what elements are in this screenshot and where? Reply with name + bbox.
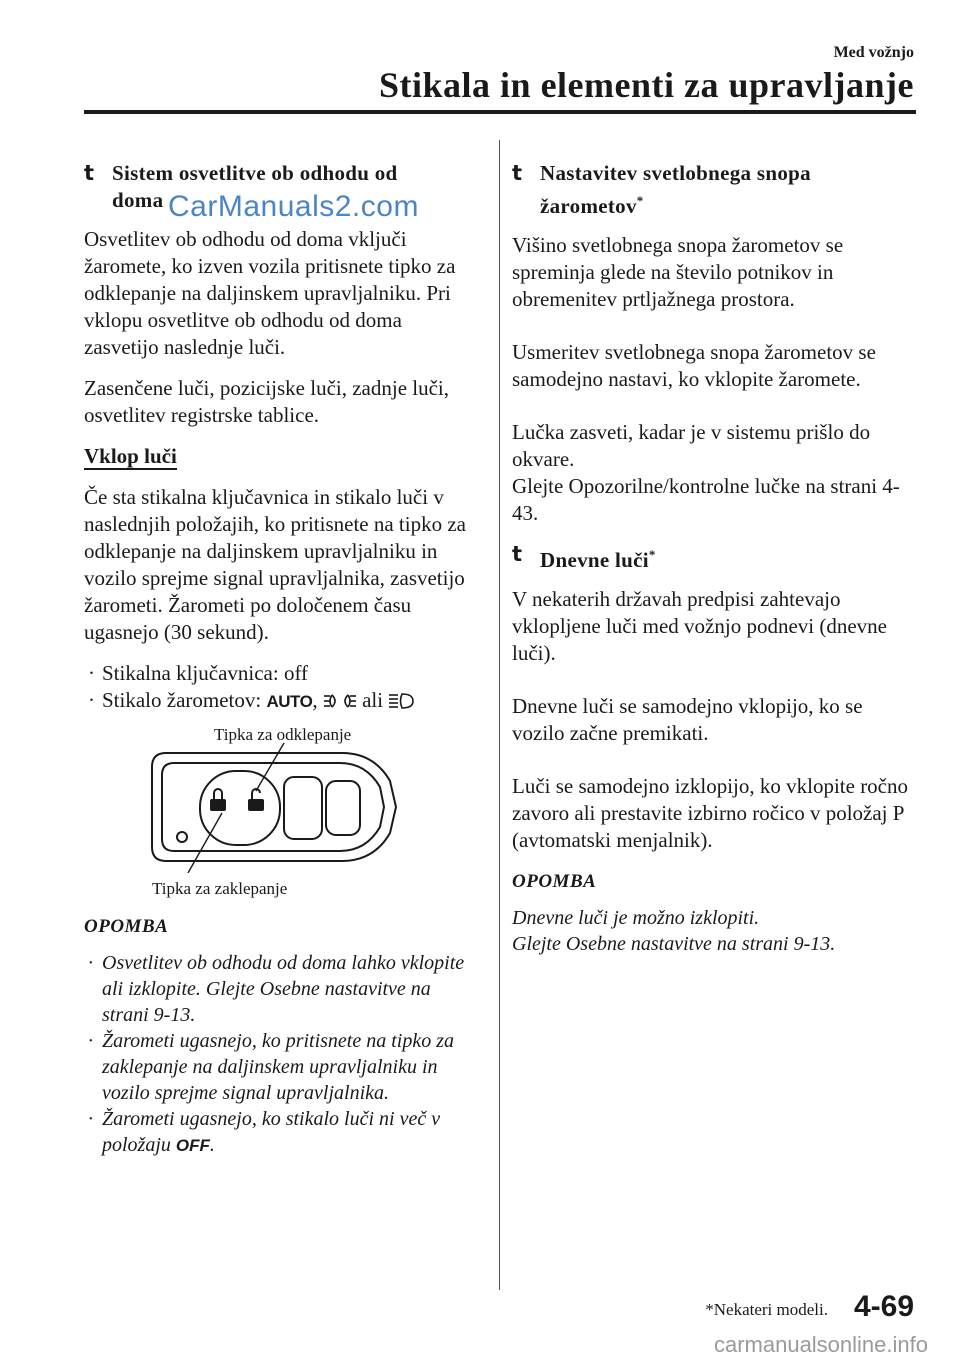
heading-marker: t <box>84 161 95 185</box>
list-item <box>84 660 479 687</box>
paragraph: V nekaterih državah predpisi zahtevajo vklopljene luči med vožnjo podnevi (dnevne luči). <box>512 587 887 665</box>
paragraph: Glejte Opozorilne/kontrolne lučke na strani 4-43. <box>512 474 900 525</box>
lock-button-label: Tipka za zaklepanje <box>152 879 288 898</box>
right-column <box>512 160 917 957</box>
paragraph: Dnevne luči se samodejno vklopijo, ko se vozilo začne premikati. <box>512 694 863 745</box>
heading-daytime-lights <box>512 541 917 574</box>
subheading-lights-on: Vklop luči <box>84 444 177 468</box>
off-symbol: OFF <box>175 1136 210 1155</box>
auto-symbol: AUTO <box>266 692 313 711</box>
heading-text: Nastavitev svetlobnega snopa žarometov <box>540 161 811 218</box>
bullet-marker: · <box>88 1108 93 1130</box>
note-title: OPOMBA <box>512 871 597 892</box>
note-line: Dnevne luči je možno izklopiti. <box>512 907 760 929</box>
list-item <box>84 687 479 715</box>
list-item-text: Osvetlitev ob odhodu od doma lahko vklopite ali izklopite. Glejte Osebne nastavitve na strani 9-13. <box>102 952 465 1026</box>
heading-marker: t <box>512 161 523 185</box>
paragraph: Lučka zasveti, kadar je v sistemu prišlo do okvare. <box>512 420 871 471</box>
asterisk: * <box>648 547 656 562</box>
bullet-marker: · <box>88 688 95 712</box>
comma: , <box>312 688 318 712</box>
page-number: 4-69 <box>853 1290 914 1323</box>
list-item-text: Žarometi ugasnejo, ko stikalo luči ni več v položaju <box>102 1108 441 1156</box>
heading-line-2: doma <box>112 188 164 212</box>
footnote: *Nekateri modeli. <box>705 1300 828 1319</box>
list-item <box>84 950 479 1028</box>
list-item-text: Žarometi ugasnejo, ko pritisnete na tipko za zaklepanje na daljinskem upravljalniku in vozilo sprejme signal upravljalnika. <box>102 1030 455 1104</box>
paragraph: Usmeritev svetlobnega snopa žarometov se samodejno nastavi, ko vklopite žaromete. <box>512 340 876 391</box>
heading-marker: t <box>512 542 523 566</box>
heading-beam-adjustment <box>512 160 917 220</box>
paragraph: Zasenčene luči, pozicijske luči, zadnje luči, osvetlitev registrske tablice. <box>84 376 450 427</box>
page-title: Stikala in elementi za upravljanje <box>379 65 914 105</box>
note-block <box>512 905 917 957</box>
period: . <box>209 1134 215 1156</box>
conjunction: ali <box>362 688 384 712</box>
list-item <box>84 1028 479 1106</box>
paragraph: Osvetlitev ob odhodu od doma vključi žaromete, ko izven vozila pritisnete tipko za odklepanje na daljinskem upravljalniku. Pri vklopu osvetlitve ob odhodu od doma zasvetijo naslednje luči. <box>84 227 456 359</box>
unlock-button-symbol <box>248 789 264 811</box>
bullet-marker: · <box>88 1030 93 1052</box>
bullet-marker: · <box>88 952 93 974</box>
bullet-marker: · <box>88 661 95 685</box>
section-label: Med vožnjo <box>833 44 914 61</box>
unlock-button-label: Tipka za odklepanje <box>214 725 352 744</box>
left-column <box>84 160 479 1159</box>
list-item-text: Stikalo žarometov: <box>102 688 267 712</box>
note-title: OPOMBA <box>84 916 169 937</box>
lock-button-symbol <box>210 789 226 811</box>
header-rule <box>84 110 916 114</box>
paragraph: Višino svetlobnega snopa žarometov se spreminja glede na število potnikov in obremenitev prtljažnega prostora. <box>512 233 844 311</box>
list-item <box>84 1106 479 1159</box>
remote-key-figure <box>84 721 479 901</box>
asterisk: * <box>636 193 644 208</box>
column-divider <box>499 140 500 1290</box>
paragraph: Če sta stikalna ključavnica in stikalo luči v naslednjih položajih, ko pritisnete na tipko za odklepanje na daljinskem upravljalniku in vozilo sprejme signal upravljalnika, zasvetijo žarometi. Žarometi po določenem času ugasnejo (30 sekund). <box>84 485 466 644</box>
watermark-logo: CarManuals2.com <box>168 190 419 223</box>
headlight-icon <box>388 692 414 710</box>
note-line: Glejte Osebne nastavitve na strani 9-13. <box>512 933 836 955</box>
parking-lights-icon <box>323 692 357 710</box>
heading-text: Dnevne luči <box>540 548 649 572</box>
footer-watermark: carmanualsonline.info <box>713 1332 928 1357</box>
heading-line-1: Sistem osvetlitve ob odhodu od <box>112 161 398 185</box>
note-block <box>84 950 479 1159</box>
list-item-text: Stikalna ključavnica: off <box>102 661 309 685</box>
paragraph: Luči se samodejno izklopijo, ko vklopite ročno zavoro ali prestavite izbirno ročico v položaj P (avtomatski menjalnik). <box>512 774 909 852</box>
remote-key-illustration <box>144 741 404 873</box>
